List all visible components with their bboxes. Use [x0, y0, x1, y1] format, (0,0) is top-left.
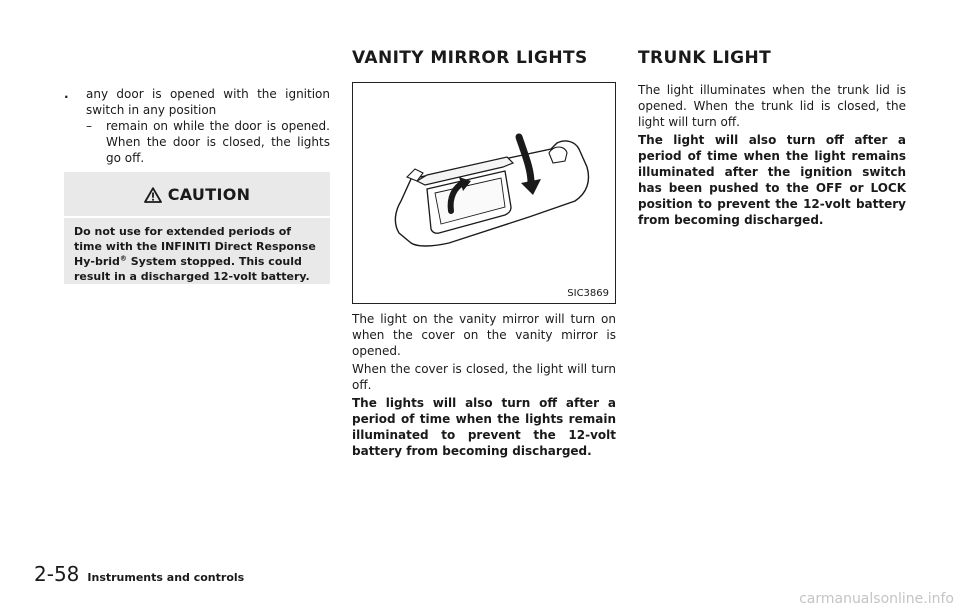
- paragraph-trunk-1: The light illuminates when the trunk lid is opened. When the trunk lid is closed, the light will turn off.: [638, 83, 906, 129]
- page-number: 2-58: [34, 562, 80, 586]
- caution-divider: [64, 216, 330, 218]
- sub-bullet-item: [86, 118, 330, 166]
- figure-code: SIC3869: [567, 288, 609, 299]
- page-footer: [34, 562, 244, 586]
- registered-mark: ®: [119, 254, 127, 263]
- vanity-mirror-figure: [352, 82, 616, 304]
- caution-title: CAUTION: [167, 185, 251, 204]
- section-title: Instruments and controls: [87, 571, 245, 584]
- sub-bullet-text: remain on while the door is opened. When the door is closed, the lights go off.: [106, 119, 330, 165]
- caution-box: [64, 172, 330, 284]
- caution-header: [64, 184, 330, 204]
- paragraph-trunk-2: The light will also turn off after a period of time when the light remains illuminated after the ignition switch has been pushed to the OFF or LOCK position to prevent the 12-volt battery from becoming discharged.: [638, 133, 906, 227]
- caution-text: [74, 224, 320, 284]
- sun-visor-illustration: [353, 83, 615, 303]
- heading-vanity-mirror-lights: VANITY MIRROR LIGHTS: [352, 48, 588, 68]
- warning-triangle-icon: [144, 187, 162, 203]
- sub-bullet-marker: –: [86, 119, 92, 133]
- bullet-item: [64, 86, 330, 118]
- paragraph-vanity-2: When the cover is closed, the light will turn off.: [352, 362, 616, 392]
- bullet-text: any door is opened with the ignition switch in any position: [86, 87, 330, 117]
- paragraph-vanity-1: The light on the vanity mirror will turn on when the cover on the vanity mirror is opened.: [352, 312, 616, 358]
- bullet-marker: .: [64, 87, 69, 101]
- paragraph-vanity-3: The lights will also turn off after a period of time when the lights remain illuminated to prevent the 12-volt battery from becoming discharged.: [352, 396, 616, 458]
- caution-text-part2: System stopped. This could result in a discharged 12-volt battery.: [74, 255, 310, 283]
- watermark-text: carmanualsonline.info: [799, 591, 954, 607]
- caution-text-part1: Do not use for extended periods of time with the INFINITI Direct Response Hy-brid: [74, 225, 316, 268]
- heading-trunk-light: TRUNK LIGHT: [638, 48, 772, 68]
